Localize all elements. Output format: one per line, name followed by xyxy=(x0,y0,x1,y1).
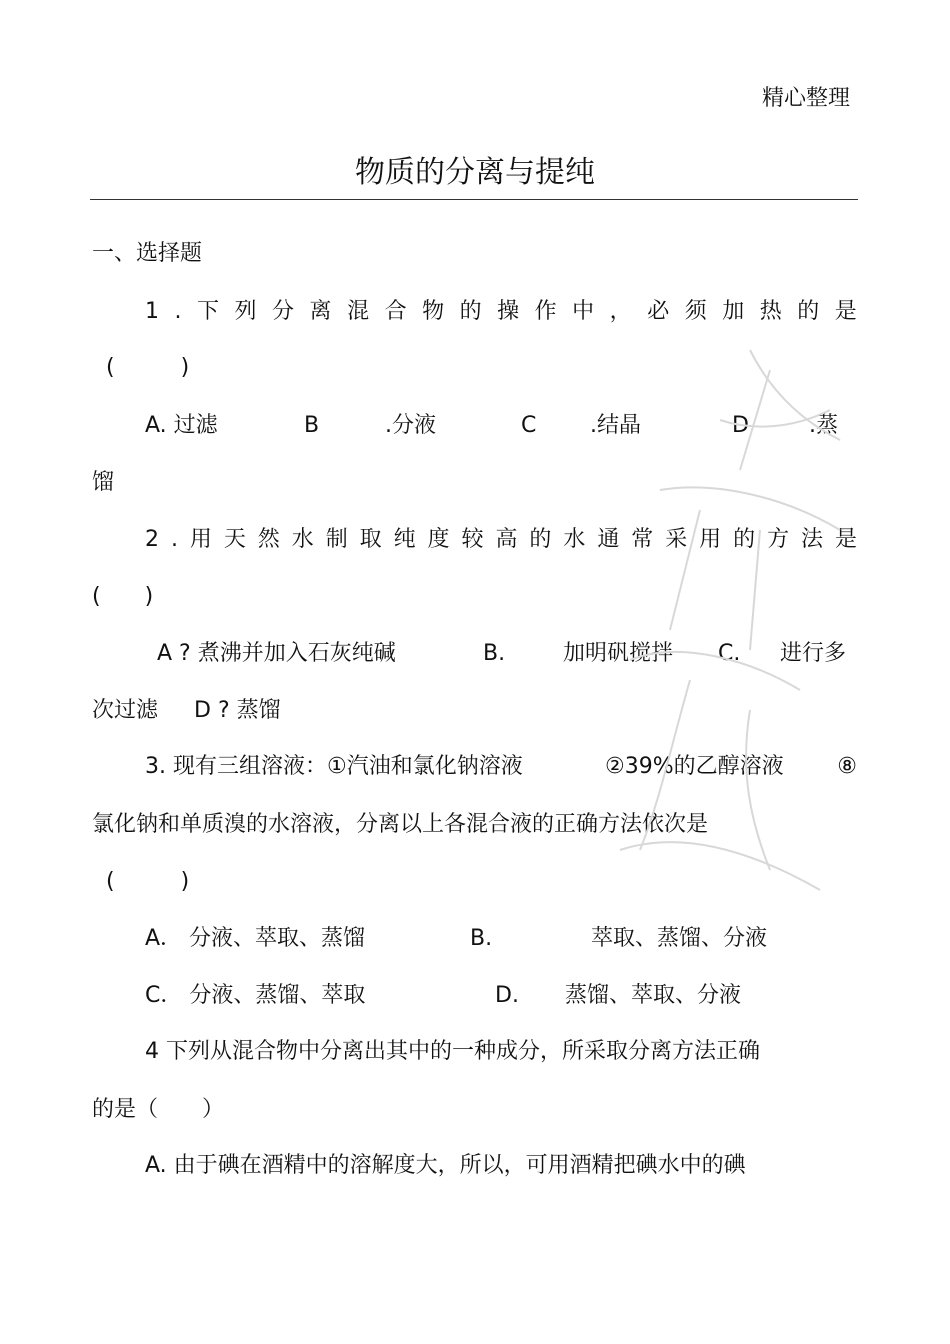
q3-option-d-text: 蒸馏、萃取、分液 xyxy=(565,983,742,1008)
q3-stem-part3: ⑧ xyxy=(837,754,857,779)
q2-char: 纯 xyxy=(393,527,416,552)
q1-char: 物 xyxy=(422,299,445,324)
q1-char: 下 xyxy=(197,299,220,324)
q1-char: 1 xyxy=(145,299,159,324)
q2-char: 较 xyxy=(461,527,484,552)
q2-option-a: A ? 煮沸并加入石灰纯碱 xyxy=(157,641,396,666)
q2-char: 高 xyxy=(495,527,518,552)
q2-char: 取 xyxy=(359,527,382,552)
q2-char: 2 xyxy=(145,527,159,552)
q2-option-c-text: 进行多 xyxy=(780,641,847,666)
q2-option-c-letter: C. xyxy=(718,641,741,666)
q3-option-d-letter: D. xyxy=(495,983,519,1008)
q1-char: 热 xyxy=(759,299,782,324)
q1-option-d-letter: D xyxy=(732,413,749,438)
header-note: 精心整理 xyxy=(761,86,850,111)
q3-option-c: C． 分液、蒸馏、萃取 xyxy=(145,983,366,1008)
q1-char: 列 xyxy=(234,299,257,324)
section-heading: 一、选择题 xyxy=(92,241,203,266)
q3-stem-part1: 3. 现有三组溶液：①汽油和氯化钠溶液 xyxy=(145,754,523,779)
q1-char: 的 xyxy=(459,299,482,324)
q2-char: 水 xyxy=(563,527,586,552)
q1-char: 操 xyxy=(497,299,520,324)
question-1-stem xyxy=(145,301,857,323)
q1-char: 分 xyxy=(272,299,295,324)
q2-char: 制 xyxy=(325,527,348,552)
q1-char: 的 xyxy=(797,299,820,324)
q2-option-c-continued: 次过滤 xyxy=(92,698,159,723)
q2-char: 然 xyxy=(257,527,280,552)
q2-char: 的 xyxy=(529,527,552,552)
q2-char: 法 xyxy=(801,527,824,552)
q1-option-d-text: .蒸 xyxy=(809,413,838,438)
q1-option-b-text: .分液 xyxy=(385,413,436,438)
q2-option-b-letter: B. xyxy=(483,641,506,666)
q1-char: 是 xyxy=(834,299,857,324)
q1-char: ， xyxy=(609,299,632,324)
page-title: 物质的分离与提纯 xyxy=(355,155,595,190)
question-4-stem: 4 下列从混合物中分离出其中的一种成分，所采取分离方法正确 xyxy=(145,1039,760,1064)
q2-char: 的 xyxy=(733,527,756,552)
q2-char: 天 xyxy=(223,527,246,552)
q1-char: 混 xyxy=(347,299,370,324)
q3-option-a: A． 分液、萃取、蒸馏 xyxy=(145,926,366,951)
question-3-paren: ( ) xyxy=(106,869,190,894)
question-2-options-line2 xyxy=(92,700,281,722)
q4-option-a: A. 由于碘在酒精中的溶解度大，所以，可用酒精把碘水中的碘 xyxy=(145,1153,746,1178)
q1-char: 必 xyxy=(647,299,670,324)
q2-char: 方 xyxy=(767,527,790,552)
q1-char: 离 xyxy=(309,299,332,324)
q3-option-b-letter: B. xyxy=(470,926,493,951)
question-3-stem-line2: 氯化钠和单质溴的水溶液，分离以上各混合液的正确方法依次是 xyxy=(92,812,709,837)
q1-char: . xyxy=(174,299,182,324)
q2-char: 采 xyxy=(665,527,688,552)
question-1-paren: ( ) xyxy=(106,355,190,380)
q2-char: 常 xyxy=(631,527,654,552)
q2-char: 是 xyxy=(834,527,857,552)
q1-option-d-continued: 馏 xyxy=(92,470,115,495)
q1-option-c-letter: C xyxy=(521,413,537,438)
q2-char: 用 xyxy=(699,527,722,552)
q3-option-b-text: 萃取、蒸馏、分液 xyxy=(591,926,768,951)
question-2-paren: ( ) xyxy=(92,584,154,609)
q1-char: 须 xyxy=(684,299,707,324)
q2-char: . xyxy=(170,527,178,552)
q2-char: 通 xyxy=(597,527,620,552)
q2-char: 水 xyxy=(291,527,314,552)
q1-option-a: A. 过滤 xyxy=(145,413,218,438)
q1-option-b-letter: B xyxy=(304,413,320,438)
q2-option-b-text: 加明矾搅拌 xyxy=(563,641,674,666)
q1-char: 中 xyxy=(572,299,595,324)
q1-option-c-text: .结晶 xyxy=(590,413,641,438)
q3-stem-part2: ②39%的乙醇溶液 xyxy=(605,754,784,779)
title-divider xyxy=(90,199,858,200)
q2-char: 用 xyxy=(189,527,212,552)
q1-char: 作 xyxy=(534,299,557,324)
q2-option-d: D ? 蒸馏 xyxy=(194,698,281,723)
q2-char: 度 xyxy=(427,527,450,552)
question-4-stem-line2: 的是（ ） xyxy=(92,1097,225,1122)
question-2-stem xyxy=(145,529,857,551)
q1-char: 合 xyxy=(384,299,407,324)
q1-char: 加 xyxy=(722,299,745,324)
